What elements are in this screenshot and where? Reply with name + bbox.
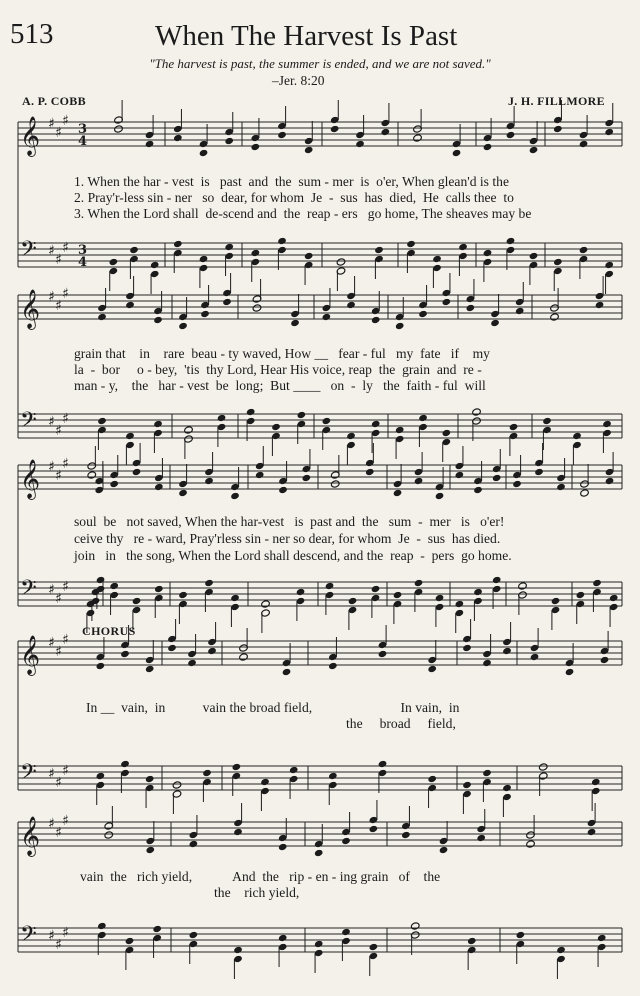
note-head bbox=[371, 585, 381, 593]
note-head bbox=[271, 423, 281, 431]
sharp-icon: ♯ bbox=[62, 579, 69, 595]
note-head bbox=[132, 597, 142, 605]
note-head bbox=[97, 417, 107, 425]
bass-clef-icon: 𝄢 bbox=[20, 408, 37, 438]
note-head bbox=[314, 849, 324, 857]
sharp-icon: ♯ bbox=[48, 635, 55, 651]
lyric-verse2-line2: la - bor o - bey, 'tis thy Lord, Hear His voice, reap the grain and re - bbox=[74, 362, 482, 377]
note-head bbox=[458, 243, 468, 251]
sharp-icon: ♯ bbox=[62, 456, 69, 472]
scripture-reference: –Jer. 8:20 bbox=[272, 73, 325, 88]
note-head bbox=[217, 414, 227, 422]
note-head bbox=[492, 576, 502, 584]
lyric-chorus-line1-bass: the broad field, bbox=[346, 716, 456, 731]
lyric-chorus-line2-bass: the rich yield, bbox=[214, 885, 300, 900]
sharp-icon: ♯ bbox=[62, 411, 69, 427]
note-head bbox=[233, 946, 243, 954]
sharp-icon: ♯ bbox=[48, 928, 55, 944]
note-head bbox=[97, 922, 107, 930]
note-head bbox=[592, 579, 602, 587]
treble-clef-icon: 𝄞 bbox=[20, 459, 41, 499]
note-head bbox=[529, 252, 539, 260]
note-head bbox=[378, 760, 388, 768]
note-head bbox=[199, 149, 209, 157]
sharp-icon: ♯ bbox=[48, 289, 55, 305]
note-head bbox=[348, 597, 358, 605]
time-signature-top: 3 bbox=[78, 243, 88, 258]
note-head bbox=[109, 480, 119, 488]
note-head bbox=[506, 237, 516, 245]
note-head bbox=[597, 934, 607, 942]
sharp-icon: ♯ bbox=[48, 243, 55, 259]
note-head bbox=[341, 837, 351, 845]
note-head bbox=[296, 588, 306, 596]
note-head bbox=[542, 417, 552, 425]
note-head bbox=[97, 313, 107, 321]
note-head bbox=[442, 298, 452, 306]
lyric-verse2-line3: ceive thy re - ward, Pray'rless sin - ner so dear, for whom Je - sus has died. bbox=[74, 531, 501, 546]
treble-clef-icon: 𝄞 bbox=[20, 635, 41, 675]
note-head bbox=[604, 128, 614, 136]
note-head bbox=[414, 477, 424, 485]
note-head bbox=[304, 252, 314, 260]
note-head bbox=[435, 492, 445, 500]
note-head bbox=[322, 313, 332, 321]
note-head bbox=[145, 846, 155, 854]
note-head bbox=[341, 928, 351, 936]
note-head bbox=[374, 246, 384, 254]
note-head bbox=[230, 492, 240, 500]
note-head bbox=[381, 128, 391, 136]
note-head bbox=[153, 420, 163, 428]
note-head bbox=[604, 261, 614, 269]
lyric-verse2-line1: 2. Pray'r-less sin - ner so dear, for whom Je - sus has died, He calls thee to bbox=[74, 190, 514, 205]
note-head bbox=[222, 298, 232, 306]
note-head bbox=[602, 420, 612, 428]
note-head bbox=[509, 423, 519, 431]
sharp-icon: ♯ bbox=[55, 775, 62, 791]
note-head bbox=[587, 828, 597, 836]
note-head bbox=[572, 432, 582, 440]
note-head bbox=[173, 240, 183, 248]
sharp-icon: ♯ bbox=[55, 591, 62, 607]
note-head bbox=[125, 432, 135, 440]
note-head bbox=[591, 778, 601, 786]
lyric-verse3-line1: 3. When the Lord shall de-scend and the reap - ers go home, The sheaves may be bbox=[74, 206, 532, 221]
note-head bbox=[189, 931, 199, 939]
note-head bbox=[427, 665, 437, 673]
note-head bbox=[314, 940, 324, 948]
bass-clef-icon: 𝄢 bbox=[20, 576, 37, 606]
note-head bbox=[336, 258, 346, 266]
note-head bbox=[516, 931, 526, 939]
sharp-icon: ♯ bbox=[48, 414, 55, 430]
note-head bbox=[418, 414, 428, 422]
note-head bbox=[476, 834, 486, 842]
note-head bbox=[595, 301, 605, 309]
sharp-icon: ♯ bbox=[62, 240, 69, 256]
note-head bbox=[355, 140, 365, 148]
lyric-chorus-line2: vain the rich yield, And the rip - en - ing grain of the bbox=[80, 869, 441, 884]
note-head bbox=[462, 781, 472, 789]
lyric-chorus-line1: In __ vain, in vain the broad field, In vain, in bbox=[86, 700, 460, 715]
note-head bbox=[565, 668, 575, 676]
composer: J. H. FILLMORE bbox=[508, 94, 605, 108]
note-head bbox=[167, 644, 177, 652]
note-head bbox=[251, 249, 261, 257]
note-head bbox=[204, 579, 214, 587]
sharp-icon: ♯ bbox=[55, 644, 62, 660]
note-head bbox=[371, 420, 381, 428]
sharp-icon: ♯ bbox=[55, 423, 62, 439]
sharp-icon: ♯ bbox=[55, 825, 62, 841]
time-signature-top: 3 bbox=[78, 122, 88, 137]
sharp-icon: ♯ bbox=[62, 286, 69, 302]
note-head bbox=[553, 125, 563, 133]
note-head bbox=[114, 125, 124, 133]
note-head bbox=[109, 582, 119, 590]
note-head bbox=[154, 483, 164, 491]
treble-clef-icon: 𝄞 bbox=[20, 116, 41, 156]
note-head bbox=[576, 591, 586, 599]
bass-clef-icon: 𝄢 bbox=[20, 237, 37, 267]
note-head bbox=[200, 310, 210, 318]
note-head bbox=[328, 662, 338, 670]
sharp-icon: ♯ bbox=[55, 937, 62, 953]
note-head bbox=[467, 937, 477, 945]
note-head bbox=[369, 825, 379, 833]
chorus-label: CHORUS bbox=[82, 624, 136, 638]
hymn-number: 513 bbox=[10, 18, 54, 50]
note-head bbox=[579, 246, 589, 254]
sharp-icon: ♯ bbox=[48, 766, 55, 782]
note-head bbox=[530, 653, 540, 661]
sharp-icon: ♯ bbox=[55, 468, 62, 484]
sharp-icon: ♯ bbox=[48, 816, 55, 832]
sharp-icon: ♯ bbox=[48, 582, 55, 598]
note-head bbox=[87, 471, 97, 479]
lyricist: A. P. COBB bbox=[22, 94, 86, 108]
note-head bbox=[605, 477, 615, 485]
treble-clef-icon: 𝄞 bbox=[20, 289, 41, 329]
note-head bbox=[96, 772, 106, 780]
lyric-verse3-line2: man - y, the har - vest be long; But ____ on - ly the faith - ful will bbox=[74, 378, 486, 393]
note-head bbox=[199, 255, 209, 263]
note-head bbox=[120, 650, 130, 658]
note-head bbox=[132, 468, 142, 476]
note-head bbox=[251, 143, 261, 151]
note-head bbox=[466, 304, 476, 312]
note-head bbox=[289, 766, 299, 774]
sharp-icon: ♯ bbox=[48, 459, 55, 475]
note-head bbox=[125, 301, 135, 309]
lyric-verse1-line3: soul be not saved, When the har-vest is past and the sum - mer is o'er! bbox=[74, 514, 505, 529]
note-head bbox=[125, 937, 135, 945]
note-head bbox=[502, 784, 512, 792]
bass-clef-icon: 𝄢 bbox=[20, 760, 37, 790]
sharp-icon: ♯ bbox=[55, 298, 62, 314]
note-head bbox=[96, 662, 106, 670]
note-head bbox=[538, 763, 548, 771]
note-head bbox=[322, 417, 332, 425]
sharp-icon: ♯ bbox=[62, 925, 69, 941]
note-head bbox=[371, 316, 381, 324]
note-head bbox=[278, 934, 288, 942]
sharp-icon: ♯ bbox=[55, 252, 62, 268]
epigraph: "The harvest is past, the summer is ended, and we are not saved." bbox=[149, 56, 491, 71]
time-signature-bottom: 4 bbox=[78, 134, 88, 149]
note-head bbox=[482, 769, 492, 777]
note-head bbox=[120, 760, 130, 768]
lyric-verse3-line3: join in the song, When the Lord shall descend, and the reap - pers go home. bbox=[74, 548, 512, 563]
note-head bbox=[418, 310, 428, 318]
sharp-icon: ♯ bbox=[62, 813, 69, 829]
note-head bbox=[410, 922, 420, 930]
note-head bbox=[207, 647, 217, 655]
note-head bbox=[278, 843, 288, 851]
note-head bbox=[550, 313, 560, 321]
note-head bbox=[580, 489, 590, 497]
note-head bbox=[302, 474, 312, 482]
note-head bbox=[232, 763, 242, 771]
note-head bbox=[435, 594, 445, 602]
note-head bbox=[395, 322, 405, 330]
note-head bbox=[518, 582, 528, 590]
note-head bbox=[252, 304, 262, 312]
note-head bbox=[432, 255, 442, 263]
note-head bbox=[304, 146, 314, 154]
note-head bbox=[109, 258, 119, 266]
note-head bbox=[290, 319, 300, 327]
note-head bbox=[502, 647, 512, 655]
note-head bbox=[96, 576, 106, 584]
note-head bbox=[184, 426, 194, 434]
note-head bbox=[556, 483, 566, 491]
note-head bbox=[346, 432, 356, 440]
bass-clef-icon: 𝄢 bbox=[20, 922, 37, 952]
note-head bbox=[277, 131, 287, 139]
note-head bbox=[204, 477, 214, 485]
note-head bbox=[178, 489, 188, 497]
note-head bbox=[553, 258, 563, 266]
note-head bbox=[482, 659, 492, 667]
note-head bbox=[129, 246, 139, 254]
sharp-icon: ♯ bbox=[62, 113, 69, 129]
lyric-verse1-line1: 1. When the har - vest is past and the sum - mer is o'er, When glean'd is the bbox=[74, 174, 509, 189]
note-head bbox=[365, 468, 375, 476]
note-head bbox=[427, 775, 437, 783]
note-head bbox=[512, 480, 522, 488]
note-head bbox=[172, 781, 182, 789]
note-head bbox=[579, 140, 589, 148]
note-head bbox=[104, 831, 114, 839]
note-head bbox=[414, 579, 424, 587]
note-head bbox=[145, 665, 155, 673]
note-head bbox=[439, 846, 449, 854]
note-head bbox=[401, 831, 411, 839]
note-head bbox=[154, 585, 164, 593]
note-head bbox=[600, 656, 610, 664]
note-head bbox=[297, 411, 307, 419]
treble-clef-icon: 𝄞 bbox=[20, 816, 41, 856]
note-head bbox=[150, 261, 160, 269]
note-head bbox=[255, 471, 265, 479]
note-head bbox=[526, 840, 536, 848]
note-head bbox=[529, 146, 539, 154]
note-head bbox=[145, 140, 155, 148]
note-head bbox=[260, 778, 270, 786]
note-head bbox=[515, 307, 525, 315]
note-head bbox=[393, 591, 403, 599]
note-head bbox=[282, 668, 292, 676]
note-head bbox=[224, 243, 234, 251]
note-head bbox=[330, 480, 340, 488]
note-head bbox=[261, 600, 271, 608]
sharp-icon: ♯ bbox=[62, 763, 69, 779]
note-head bbox=[473, 486, 483, 494]
note-head bbox=[413, 134, 423, 142]
note-head bbox=[330, 125, 340, 133]
note-head bbox=[483, 249, 493, 257]
note-head bbox=[442, 429, 452, 437]
note-head bbox=[224, 137, 234, 145]
note-head bbox=[152, 925, 162, 933]
note-head bbox=[246, 408, 256, 416]
note-head bbox=[239, 653, 249, 661]
note-head bbox=[153, 316, 163, 324]
note-head bbox=[393, 489, 403, 497]
note-head bbox=[233, 828, 243, 836]
note-head bbox=[492, 474, 502, 482]
note-head bbox=[462, 644, 472, 652]
note-head bbox=[202, 769, 212, 777]
note-head bbox=[277, 237, 287, 245]
note-head bbox=[455, 600, 465, 608]
note-head bbox=[534, 468, 544, 476]
note-head bbox=[145, 775, 155, 783]
note-head bbox=[378, 650, 388, 658]
sharp-icon: ♯ bbox=[62, 632, 69, 648]
hymn-title: When The Harvest Is Past bbox=[155, 20, 458, 52]
note-head bbox=[483, 143, 493, 151]
note-head bbox=[173, 134, 183, 142]
note-head bbox=[472, 408, 482, 416]
lyric-verse1-line2: grain that in rare beau - ty waved, How __ fear - ful my fate if my bbox=[74, 346, 490, 361]
note-head bbox=[325, 582, 335, 590]
note-head bbox=[473, 588, 483, 596]
note-head bbox=[506, 131, 516, 139]
note-head bbox=[551, 597, 561, 605]
sharp-icon: ♯ bbox=[48, 116, 55, 132]
note-head bbox=[230, 594, 240, 602]
note-head bbox=[189, 840, 199, 848]
note-head bbox=[455, 471, 465, 479]
sharp-icon: ♯ bbox=[55, 125, 62, 141]
note-head bbox=[452, 149, 462, 157]
note-head bbox=[395, 426, 405, 434]
note-head bbox=[369, 943, 379, 951]
note-head bbox=[609, 594, 619, 602]
note-head bbox=[187, 659, 197, 667]
note-head bbox=[178, 322, 188, 330]
note-head bbox=[278, 486, 288, 494]
note-head bbox=[178, 591, 188, 599]
note-head bbox=[490, 319, 500, 327]
note-head bbox=[406, 240, 416, 248]
time-signature-bottom: 4 bbox=[78, 255, 88, 270]
note-head bbox=[328, 772, 338, 780]
note-head bbox=[556, 946, 566, 954]
note-head bbox=[346, 301, 356, 309]
